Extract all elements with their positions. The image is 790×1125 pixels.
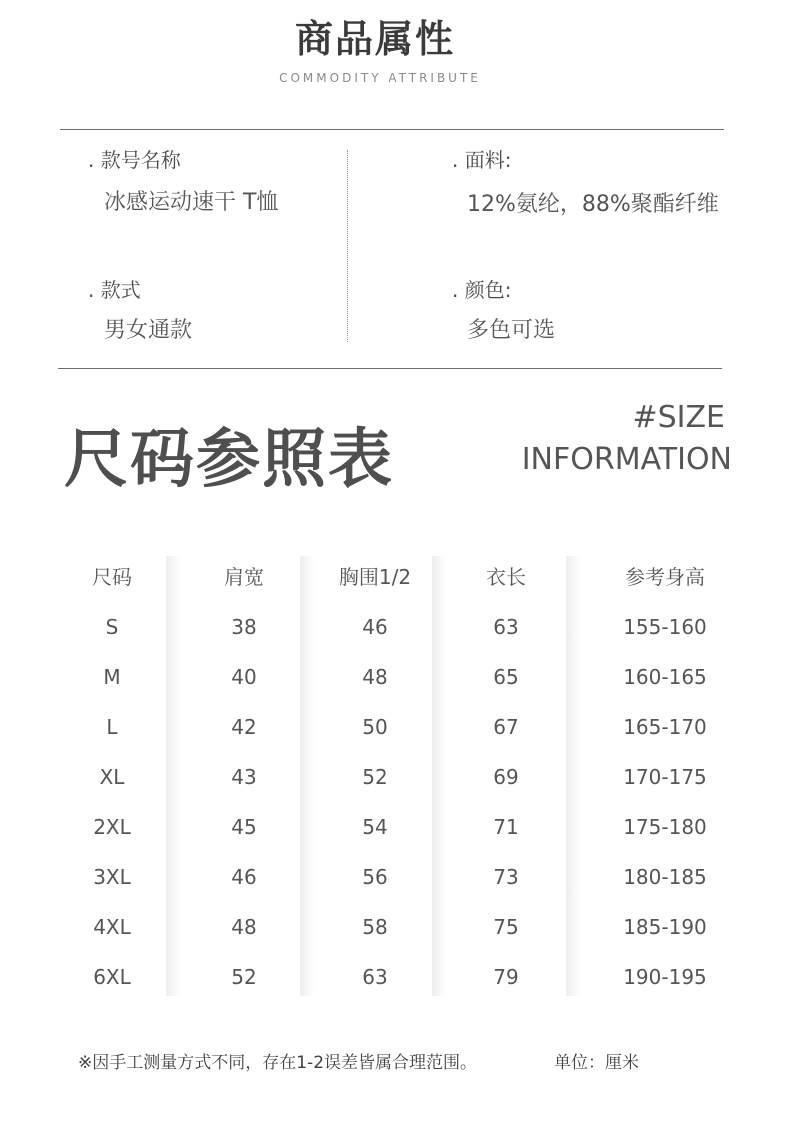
- top-divider: [60, 129, 724, 130]
- table-cell-shoulder-width: 46: [231, 865, 257, 889]
- table-cell-shoulder-width: 38: [231, 615, 257, 639]
- table-cell-reference-height: 165-170: [623, 715, 707, 739]
- table-cell-length: 65: [493, 665, 519, 689]
- table-cell-length: 75: [493, 915, 519, 939]
- table-cell-half-chest: 54: [362, 815, 388, 839]
- style-label: . 款式: [88, 278, 141, 302]
- unit-label: 单位：厘米: [554, 1053, 639, 1073]
- table-cell-half-chest: 46: [362, 615, 388, 639]
- table-cell-shoulder-width: 40: [231, 665, 257, 689]
- table-cell-shoulder-width: 52: [231, 965, 257, 989]
- measurement-note: ※因手工测量方式不同，存在1-2误差皆属合理范围。: [78, 1053, 478, 1073]
- table-header-length: 衣长: [486, 565, 526, 589]
- table-cell-shoulder-width: 43: [231, 765, 257, 789]
- table-cell-length: 73: [493, 865, 519, 889]
- table-header-shoulder-width: 肩宽: [224, 565, 264, 589]
- table-cell-length: 63: [493, 615, 519, 639]
- table-cell-length: 67: [493, 715, 519, 739]
- table-cell-half-chest: 48: [362, 665, 388, 689]
- table-cell-shoulder-width: 45: [231, 815, 257, 839]
- style-value: 男女通款: [104, 318, 193, 343]
- table-cell-size: 4XL: [93, 915, 131, 939]
- size-chart-heading: 尺码参照表: [64, 423, 394, 497]
- table-cell-half-chest: 52: [362, 765, 388, 789]
- color-value: 多色可选: [467, 318, 556, 343]
- size-information-label: INFORMATION: [521, 442, 732, 477]
- attribute-column-divider: [347, 150, 348, 342]
- table-cell-shoulder-width: 48: [231, 915, 257, 939]
- table-cell-reference-height: 160-165: [623, 665, 707, 689]
- table-cell-shoulder-width: 42: [231, 715, 257, 739]
- table-cell-length: 79: [493, 965, 519, 989]
- table-cell-length: 71: [493, 815, 519, 839]
- style-name-label: . 款号名称: [88, 148, 181, 172]
- table-header-size: 尺码: [92, 565, 132, 589]
- table-cell-size: 2XL: [93, 815, 131, 839]
- table-cell-half-chest: 58: [362, 915, 388, 939]
- color-label: . 颜色:: [452, 278, 512, 302]
- table-cell-half-chest: 56: [362, 865, 388, 889]
- table-cell-size: 3XL: [93, 865, 131, 889]
- table-cell-size: XL: [99, 765, 125, 789]
- size-tag: #SIZE: [632, 400, 725, 435]
- table-cell-size: L: [106, 715, 118, 739]
- fabric-label: . 面料:: [452, 148, 512, 172]
- fabric-value: 12%氨纶，88%聚酯纤维: [467, 192, 719, 217]
- page-title: 商品属性: [294, 17, 455, 61]
- table-cell-reference-height: 155-160: [623, 615, 707, 639]
- table-cell-half-chest: 63: [362, 965, 388, 989]
- table-header-half-chest: 胸围1/2: [338, 565, 412, 589]
- table-cell-half-chest: 50: [362, 715, 388, 739]
- table-cell-length: 69: [493, 765, 519, 789]
- table-cell-size: 6XL: [93, 965, 131, 989]
- table-cell-reference-height: 170-175: [623, 765, 707, 789]
- table-cell-reference-height: 190-195: [623, 965, 707, 989]
- table-header-reference-height: 参考身高: [625, 565, 705, 589]
- bottom-divider: [58, 368, 722, 369]
- table-cell-size: M: [103, 665, 121, 689]
- style-name-value: 冰感运动速干 T恤: [104, 190, 279, 215]
- table-cell-size: S: [105, 615, 119, 639]
- table-cell-reference-height: 180-185: [623, 865, 707, 889]
- table-cell-reference-height: 185-190: [623, 915, 707, 939]
- table-cell-reference-height: 175-180: [623, 815, 707, 839]
- page-subtitle: COMMODITY ATTRIBUTE: [279, 71, 481, 85]
